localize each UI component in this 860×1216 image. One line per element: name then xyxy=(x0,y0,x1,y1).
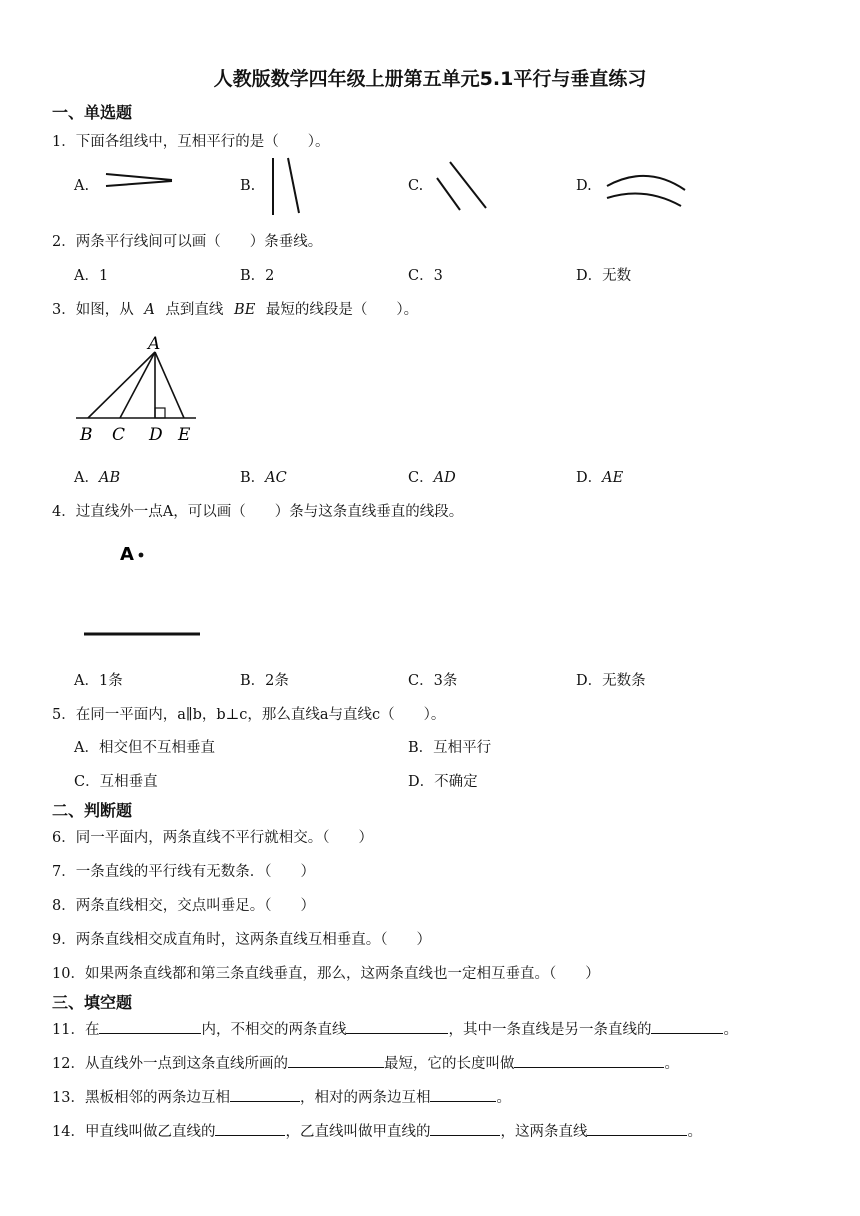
question-13 xyxy=(52,1086,511,1107)
q11-text: 内，不相交的两条直线 xyxy=(201,1022,347,1038)
question-7-stem: 7．一条直线的平行线有无数条．（ ） xyxy=(52,864,315,880)
answer-blank[interactable] xyxy=(346,1018,448,1034)
q5-option-a: A．相交但不互相垂直 xyxy=(74,740,215,756)
answer-blank[interactable] xyxy=(430,1086,496,1102)
q3-option-a xyxy=(74,466,120,487)
line-segment xyxy=(288,158,299,213)
q11-text: ，其中一条直线是另一条直线的 xyxy=(448,1022,652,1038)
question-5-stem: 5．在同一平面内，a∥b，b⊥c，那么直线a与直线c（ ）。 xyxy=(52,707,446,723)
fig-label-C: C xyxy=(112,425,126,445)
fig-label-A: A xyxy=(148,334,161,354)
question-12 xyxy=(52,1052,679,1073)
q1-option-d-figure xyxy=(603,168,689,212)
option-text: AC xyxy=(265,470,287,486)
section-heading-single-choice: 一、单选题 xyxy=(52,103,133,122)
q5-option-b: B．互相平行 xyxy=(408,740,492,756)
q2-option-c: C．3 xyxy=(408,268,443,284)
line-segment xyxy=(106,181,172,186)
q12-text: 最短，它的长度叫做 xyxy=(383,1056,515,1072)
option-text: AE xyxy=(602,470,624,486)
question-3-stem xyxy=(52,298,418,319)
answer-blank[interactable] xyxy=(99,1018,201,1034)
q4-option-a: A．1条 xyxy=(74,673,123,689)
q3-triangle-figure xyxy=(74,332,204,448)
fig-label-E: E xyxy=(178,425,191,445)
q1-option-b-figure xyxy=(266,155,306,219)
segment-AB xyxy=(88,352,155,418)
q11-text: 11．在 xyxy=(52,1022,100,1038)
q13-text: ，相对的两条边互相 xyxy=(299,1090,431,1106)
answer-blank[interactable] xyxy=(587,1120,687,1136)
option-letter: D． xyxy=(576,470,603,486)
q3-point-label: A xyxy=(144,302,155,318)
answer-blank[interactable] xyxy=(288,1052,384,1068)
fig-label-B: B xyxy=(80,425,93,445)
curve xyxy=(607,194,681,207)
question-2-stem: 2．两条平行线间可以画（ ）条垂线。 xyxy=(52,234,323,250)
option-letter: A． xyxy=(74,470,99,486)
q1-option-b-label: B. xyxy=(240,178,256,194)
answer-blank[interactable] xyxy=(230,1086,300,1102)
q4-point-and-line-figure xyxy=(80,538,206,642)
line-segment xyxy=(437,178,460,210)
line-segment xyxy=(450,162,486,208)
q3-stem-mid: 点到直线 xyxy=(165,302,224,318)
q5-option-c: C．互相垂直 xyxy=(74,774,158,790)
line-segment xyxy=(106,174,172,180)
q4-option-b: B．2条 xyxy=(240,673,289,689)
answer-blank[interactable] xyxy=(215,1120,285,1136)
answer-blank[interactable] xyxy=(514,1052,664,1068)
q14-text: 14．甲直线叫做乙直线的 xyxy=(52,1124,216,1140)
q12-text: 12．从直线外一点到这条直线所画的 xyxy=(52,1056,288,1072)
q14-text: ，乙直线叫做甲直线的 xyxy=(285,1124,431,1140)
q14-text: 。 xyxy=(687,1124,702,1140)
q11-text: 。 xyxy=(723,1022,738,1038)
q2-option-a: A．1 xyxy=(74,268,109,284)
answer-blank[interactable] xyxy=(651,1018,723,1034)
q4-option-d: D．无数条 xyxy=(576,673,646,689)
question-11 xyxy=(52,1018,738,1039)
question-14 xyxy=(52,1120,702,1141)
question-6-stem: 6．同一平面内，两条直线不平行就相交。（ ） xyxy=(52,830,373,846)
q1-option-c-figure xyxy=(434,160,490,214)
page-title: 人教版数学四年级上册第五单元5.1平行与垂直练习 xyxy=(213,68,647,90)
question-9-stem: 9．两条直线相交成直角时，这两条直线互相垂直。（ ） xyxy=(52,932,431,948)
fig-point-label-A: A xyxy=(120,544,134,565)
point-dot xyxy=(139,553,144,558)
q1-option-d-label: D. xyxy=(576,178,592,194)
q13-text: 13．黑板相邻的两条边互相 xyxy=(52,1090,230,1106)
q5-option-d: D．不确定 xyxy=(408,774,478,790)
q3-option-d xyxy=(576,466,623,487)
question-8-stem: 8．两条直线相交，交点叫垂足。（ ） xyxy=(52,898,315,914)
option-letter: B． xyxy=(240,470,266,486)
q12-text: 。 xyxy=(664,1056,679,1072)
q3-line-label: BE xyxy=(234,302,256,318)
section-heading-true-false: 二、判断题 xyxy=(52,801,133,820)
question-10-stem: 10．如果两条直线都和第三条直线垂直，那么，这两条直线也一定相互垂直。（ ） xyxy=(52,966,600,982)
option-text: AD xyxy=(433,470,456,486)
q3-stem-post: 最短的线段是（ ）。 xyxy=(265,302,419,318)
segment-AC xyxy=(120,352,155,418)
curve xyxy=(607,176,685,190)
right-angle-mark xyxy=(155,408,165,418)
q1-option-a-label: A. xyxy=(74,178,90,194)
q3-option-b xyxy=(240,466,287,487)
q4-option-c: C．3条 xyxy=(408,673,458,689)
q2-option-b: B．2 xyxy=(240,268,275,284)
q1-option-a-figure xyxy=(104,168,176,190)
q3-stem-pre: 3．如图，从 xyxy=(52,302,134,318)
option-letter: C． xyxy=(408,470,434,486)
fig-label-D: D xyxy=(149,425,163,445)
section-heading-fill-in: 三、填空题 xyxy=(52,993,133,1012)
q13-text: 。 xyxy=(496,1090,511,1106)
q2-option-d: D．无数 xyxy=(576,268,632,284)
question-4-stem: 4．过直线外一点A，可以画（ ）条与这条直线垂直的线段。 xyxy=(52,504,464,520)
answer-blank[interactable] xyxy=(430,1120,500,1136)
q14-text: ，这两条直线 xyxy=(500,1124,588,1140)
question-1-stem: 1．下面各组线中，互相平行的是（ ）。 xyxy=(52,134,330,150)
q3-option-c xyxy=(408,466,456,487)
option-text: AB xyxy=(98,470,121,486)
q1-option-c-label: C. xyxy=(408,178,424,194)
